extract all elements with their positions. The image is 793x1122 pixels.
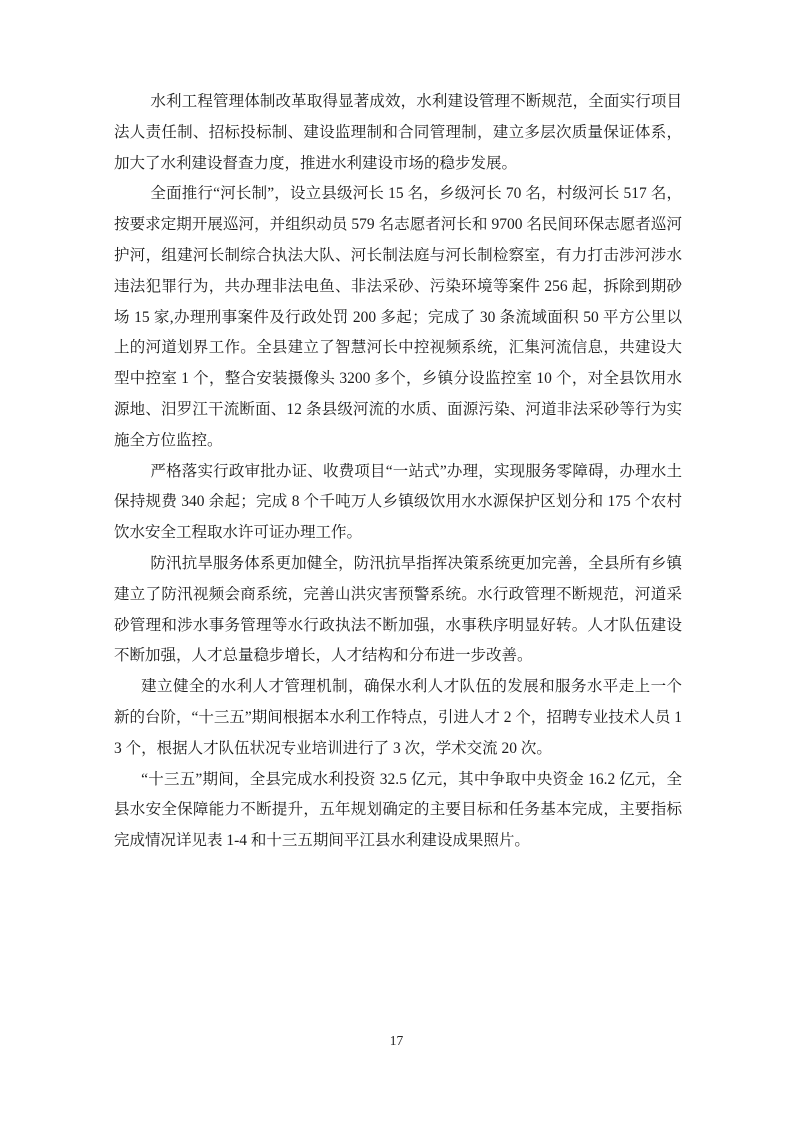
paragraph-river-chief-system: 全面推行“河长制”，设立县级河长 15 名，乡级河长 70 名，村级河长 517 名，按要求定期开展巡河，并组织动员 579 名志愿者河长和 9700 名民间环保志愿者巡河护河，组建河长制综合执法大队、河长制法庭与河长制检察室，有力打击涉河涉水违法犯罪行为，共办理非法电鱼、非法采砂、污染环境等案件 256 起，拆除到期砂场 15 家,办理刑事案件及行政处罚 200 多起；完成了 30 条流域面积 50 平方公里以上的河道划界工作。全县建立了智慧河长中控视频系统，汇集河流信息，共建设大型中控室 1 个，整合安装摄像头 3200 多个，乡镇分设监控室 10 个，对全县饮用水源地、汨罗江干流断面、12 条县级河流的水质、面源污染、河道非法采砂等行为实施全方位监控。 — [114, 185, 682, 449]
page-number: 17 — [389, 1033, 404, 1048]
paragraph-investment-summary: “十三五”期间，全县完成水利投资 32.5 亿元，其中争取中央资金 16.2 亿元，全县水安全保障能力不断提升，五年规划确定的主要目标和任务基本完成，主要指标完成情况详见表 1-4 和十三五期间平江县水利建设成果照片。 — [114, 770, 682, 850]
document-body-text — [114, 87, 682, 857]
paragraph-administrative-approval: 严格落实行政审批办证、收费项目“一站式”办理，实现服务零障碍，办理水土保持规费 340 余起；完成 8 个千吨万人乡镇级饮用水水源保护区划分和 175 个农村饮水安全工程取水许可证办理工作。 — [114, 462, 682, 542]
paragraph-flood-drought-control: 防汛抗旱服务体系更加健全，防汛抗旱指挥决策系统更加完善，全县所有乡镇建立了防汛视频会商系统，完善山洪灾害预警系统。水行政管理不断规范，河道采砂管理和涉水事务管理等水行政执法不断加强，水事秩序明显好转。人才队伍建设不断加强，人才总量稳步增长，人才结构和分布进一步改善。 — [114, 554, 682, 665]
paragraph-water-project-management-reform: 水利工程管理体制改革取得显著成效，水利建设管理不断规范，全面实行项目法人责任制、招标投标制、建设监理制和合同管理制，建立多层次质量保证体系，加大了水利建设督查力度，推进水利建设市场的稳步发展。 — [114, 93, 682, 172]
paragraph-talent-management: 建立健全的水利人才管理机制，确保水利人才队伍的发展和服务水平走上一个新的台阶，“十三五”期间根据本水利工作特点，引进人才 2 个，招聘专业技术人员 13 个，根据人才队伍状况专业培训进行了 3 次，学术交流 20 次。 — [114, 678, 682, 757]
